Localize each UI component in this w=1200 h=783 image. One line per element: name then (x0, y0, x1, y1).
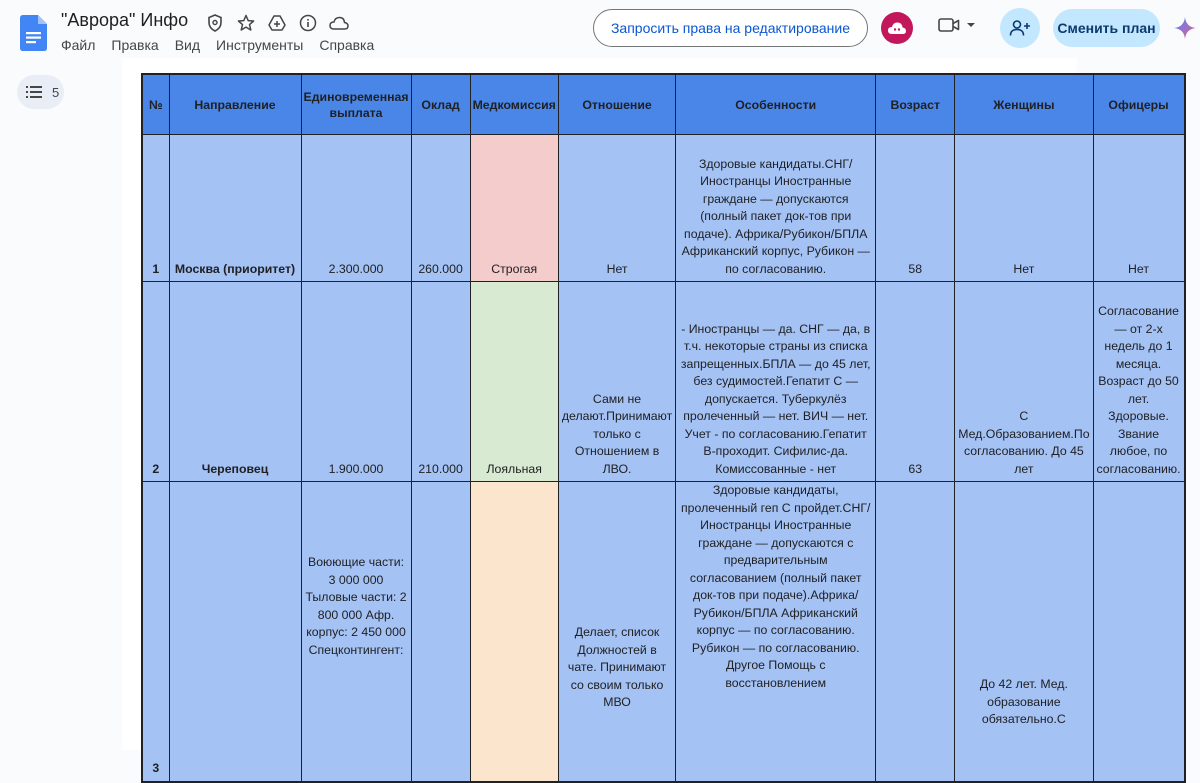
cell-salary[interactable] (411, 482, 470, 782)
cell-officers[interactable]: Согласование — от 2-х недель до 1 месяца. Возраст до 50 лет. Здоровые. Звание любое, по согласованию. (1093, 282, 1185, 482)
move-to-drive-icon[interactable] (267, 13, 287, 33)
header-age: Возраст (876, 74, 955, 135)
docs-logo-icon[interactable] (20, 15, 47, 51)
cell-women[interactable]: С Мед.Образованием.По согласованию. До 45 лет (955, 282, 1093, 482)
outline-list-icon (26, 86, 42, 98)
cell-salary[interactable]: 260.000 (411, 135, 470, 282)
request-edit-access-button[interactable]: Запросить права на редактирование (593, 9, 868, 47)
menu-edit[interactable]: Правка (111, 37, 159, 53)
cell-age[interactable]: 63 (876, 282, 955, 482)
header-medical: Медкомиссия (470, 74, 558, 135)
video-camera-icon (938, 17, 960, 33)
document-title[interactable]: "Аврора" Инфо (61, 10, 189, 30)
shield-icon[interactable] (205, 13, 225, 33)
cell-medical[interactable]: Строгая (470, 135, 558, 282)
meet-button[interactable] (938, 17, 976, 33)
add-person-icon (1009, 19, 1031, 37)
table-row (142, 282, 1185, 482)
menu-tools[interactable]: Инструменты (216, 37, 304, 53)
header-num: № (142, 74, 169, 135)
cell-num[interactable]: 3 (142, 482, 169, 782)
cell-salary[interactable]: 210.000 (411, 282, 470, 482)
gemini-icon[interactable] (1174, 17, 1196, 39)
header-officers: Офицеры (1093, 74, 1185, 135)
menu-bar (61, 37, 374, 53)
data-table (141, 73, 1186, 783)
cell-women[interactable]: До 42 лет. Мед. образование обязательно.С (955, 482, 1093, 782)
table-row (142, 482, 1185, 782)
header-lump-sum: Единовременная выплата (301, 74, 411, 135)
chevron-down-icon (966, 22, 976, 28)
header-direction: Направление (169, 74, 301, 135)
cell-features[interactable]: Здоровые кандидаты.СНГ/Иностранцы Иностранные граждане — допускаются (полный пакет док-тов при подаче). Африка/Рубикон/БПЛА Африканский корпус, Рубикон — по согласованию. (676, 135, 876, 282)
share-button[interactable] (1000, 8, 1040, 48)
header-features: Особенности (676, 74, 876, 135)
cell-age[interactable] (876, 482, 955, 782)
cell-direction[interactable]: Череповец (169, 282, 301, 482)
star-icon[interactable] (236, 13, 256, 33)
menu-help[interactable]: Справка (319, 37, 375, 53)
cell-attitude[interactable]: Сами не делают.Принимают только с Отношением в ЛВО. (558, 282, 675, 482)
cell-lump-sum[interactable]: 2.300.000 (301, 135, 411, 282)
outline-count: 5 (52, 84, 60, 100)
top-bar (0, 0, 1200, 58)
cell-medical[interactable]: Лояльная (470, 282, 558, 482)
menu-view[interactable]: Вид (174, 37, 201, 53)
cell-attitude[interactable]: Делает, список Должностей в чате. Принимают со своим только МВО (558, 482, 675, 782)
outline-toggle[interactable] (17, 75, 64, 109)
cell-num[interactable]: 2 (142, 282, 169, 482)
cell-women[interactable]: Нет (955, 135, 1093, 282)
cell-attitude[interactable]: Нет (558, 135, 675, 282)
cell-num[interactable]: 1 (142, 135, 169, 282)
info-icon[interactable] (298, 13, 318, 33)
change-plan-button[interactable]: Сменить план (1053, 9, 1160, 47)
table-header-row (142, 74, 1185, 135)
table-row (142, 135, 1185, 282)
cell-features[interactable]: Здоровые кандидаты, пролеченный геп С пройдет.СНГ/Иностранцы Иностранные граждане — допускаются с предварительным согласованием (полный пакет док-тов при подаче).Африка/Рубикон/БПЛА Африканский корпус — по согласованию. Рубикон — по согласованию. Другое Помощь с восстановлением (676, 482, 876, 782)
cloud-status-icon[interactable] (329, 13, 349, 33)
cell-officers[interactable] (1093, 482, 1185, 782)
avatar[interactable] (881, 12, 913, 44)
header-attitude: Отношение (558, 74, 675, 135)
cell-lump-sum[interactable]: Воюющие части: 3 000 000 Тыловые части: 2 800 000 Афр. корпус: 2 450 000 Спецконтингент: (301, 482, 411, 782)
cell-direction[interactable] (169, 482, 301, 782)
cell-medical[interactable] (470, 482, 558, 782)
header-salary: Оклад (411, 74, 470, 135)
cell-officers[interactable]: Нет (1093, 135, 1185, 282)
header-women: Женщины (955, 74, 1093, 135)
cell-lump-sum[interactable]: 1.900.000 (301, 282, 411, 482)
cell-direction[interactable]: Москва (приоритет) (169, 135, 301, 282)
cell-age[interactable]: 58 (876, 135, 955, 282)
menu-file[interactable]: Файл (61, 37, 96, 53)
cell-features[interactable]: - Иностранцы — да. СНГ — да, в т.ч. некоторые страны из списка запрещенных.БПЛА — до 45 лет, без судимостей.Гепатит С — допускается. Туберкулёз пролеченный — нет. ВИЧ — нет. Учет - по согласованию.Гепатит В-проходит. Сифилис-да. Комиссованные - нет (676, 282, 876, 482)
avatar-cloud-icon (887, 20, 907, 36)
title-icons (205, 13, 349, 33)
